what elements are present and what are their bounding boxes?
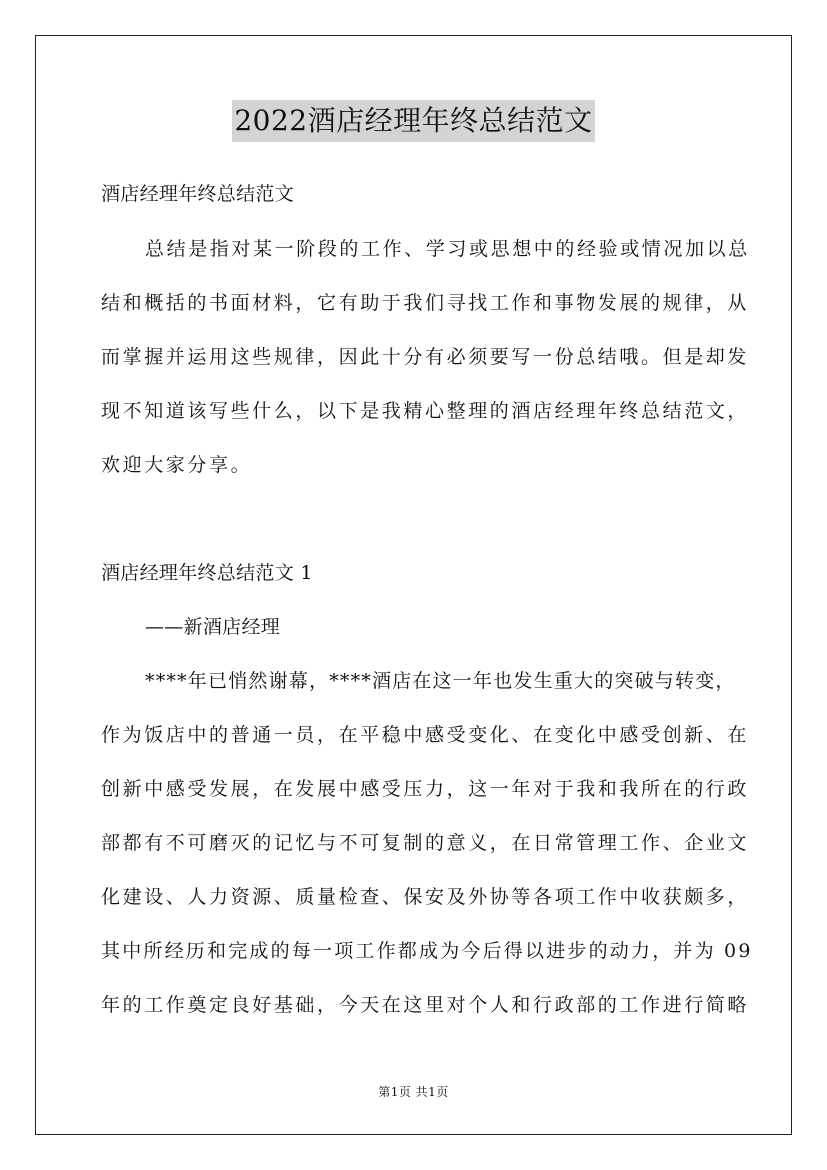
intro-line: 而掌握并运用这些规律，因此十分有必须要写一份总结哦。但是却发 [101,346,750,368]
body-line: 年的工作奠定良好基础，今天在这里对个人和行政部的工作进行简略 [101,994,750,1016]
subtitle: 酒店经理年终总结范文 [101,183,295,205]
page-footer: 第1页 共1页 [378,1085,449,1099]
intro-line: 总结是指对某一阶段的工作、学习或思想中的经验或情况加以总 [145,238,750,260]
intro-line: 结和概括的书面材料，它有助于我们寻找工作和事物发展的规律，从 [101,292,750,314]
body-line: 创新中感受发展，在发展中感受压力，这一年对于我和我所在的行政 [101,778,750,800]
document-title: 2022酒店经理年终总结范文 [232,100,594,142]
body-line: 作为饭店中的普通一员，在平稳中感受变化、在变化中感受创新、在 [101,724,750,746]
byline: ——新酒店经理 [145,616,281,638]
body-line: 部都有不可磨灭的记忆与不可复制的意义，在日常管理工作、企业文 [101,832,750,854]
section-heading: 酒店经理年终总结范文 1 [101,562,313,584]
intro-line: 现不知道该写些什么，以下是我精心整理的酒店经理年终总结范文， [101,400,750,422]
intro-line: 欢迎大家分享。 [101,454,253,476]
body-line: 化建设、人力资源、质量检查、保安及外协等各项工作中收获颇多， [101,886,750,908]
title-container [0,100,827,142]
body-line: ****年已悄然谢幕，****酒店在这一年也发生重大的突破与转变， [145,670,736,692]
body-line: 其中所经历和完成的每一项工作都成为今后得以进步的动力，并为 09 [101,940,753,962]
